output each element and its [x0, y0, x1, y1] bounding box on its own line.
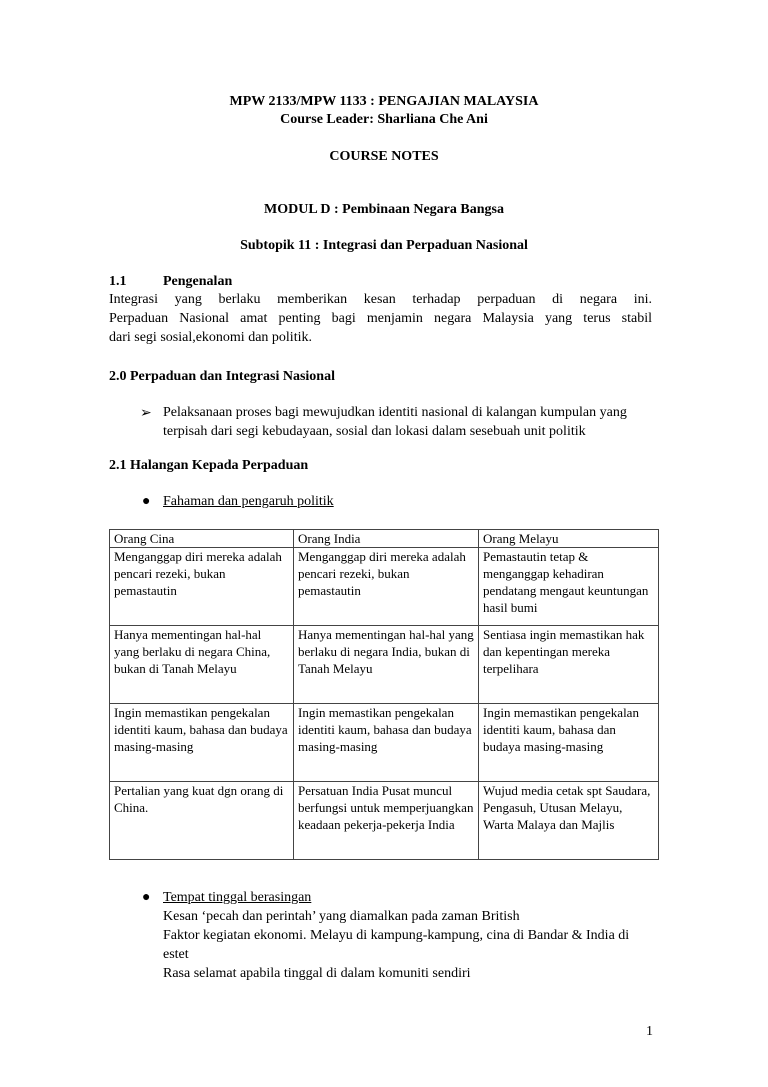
- modul-heading: MODUL D : Pembinaan Negara Bangsa: [264, 202, 504, 217]
- section-title: Pengenalan: [163, 274, 233, 289]
- bullet-heading: Tempat tinggal berasingan: [163, 890, 312, 905]
- comparison-table: [109, 529, 659, 860]
- bullet-line: Faktor kegiatan ekonomi. Melayu di kampung-kampung, cina di Bandar & India di: [163, 928, 630, 943]
- table-cell: Hanya mementingan hal-hal yang berlaku di negara China, bukan di Tanah Melayu: [110, 626, 294, 704]
- arrow-bullet-icon: ➢: [140, 406, 152, 421]
- subtopik-heading: Subtopik 11 : Integrasi dan Perpaduan Nasional: [240, 238, 528, 253]
- table-cell: Menganggap diri mereka adalah pencari rezeki, bukan pemastautin: [110, 548, 294, 626]
- course-notes-heading: COURSE NOTES: [329, 149, 439, 164]
- table-cell: Sentiasa ingin memastikan hak dan kepentingan mereka terpelihara: [479, 626, 659, 704]
- table-header: Orang Cina: [110, 530, 294, 548]
- table-row: [110, 626, 659, 704]
- table-cell: Persatuan India Pusat muncul berfungsi untuk memperjuangkan keadaan pekerja-pekerja India: [294, 782, 479, 860]
- body-line: Perpaduan Nasional amat penting bagi menjamin negara Malaysia yang terus stabil: [109, 311, 652, 326]
- bullet-line: Rasa selamat apabila tinggal di dalam komuniti sendiri: [163, 966, 471, 981]
- course-title: MPW 2133/MPW 1133 : PENGAJIAN MALAYSIA: [229, 94, 539, 109]
- body-line: dari segi sosial,ekonomi dan politik.: [109, 330, 312, 345]
- table-cell: Menganggap diri mereka adalah pencari rezeki, bukan pemastautin: [294, 548, 479, 626]
- bullet-icon: ●: [142, 890, 151, 905]
- section-heading: 2.0 Perpaduan dan Integrasi Nasional: [109, 369, 335, 384]
- bullet-line: Pelaksanaan proses bagi mewujudkan identiti nasional di kalangan kumpulan yang: [163, 405, 627, 420]
- table-cell: Wujud media cetak spt Saudara, Pengasuh, Utusan Melayu, Warta Malaya dan Majlis: [479, 782, 659, 860]
- course-leader: Course Leader: Sharliana Che Ani: [280, 112, 488, 127]
- table-row: [110, 548, 659, 626]
- body-line: Integrasi yang berlaku memberikan kesan terhadap perpaduan di negara ini.: [109, 292, 652, 307]
- bullet-line: terpisah dari segi kebudayaan, sosial dan lokasi dalam sesebuah unit politik: [163, 424, 586, 439]
- table-header: Orang Melayu: [479, 530, 659, 548]
- table-cell: Pemastautin tetap & menganggap kehadiran pendatang mengaut keuntungan hasil bumi: [479, 548, 659, 626]
- table-header: Orang India: [294, 530, 479, 548]
- table-row: [110, 704, 659, 782]
- table-row: [110, 782, 659, 860]
- bullet-heading: Fahaman dan pengaruh politik: [163, 494, 334, 509]
- table-cell: Pertalian yang kuat dgn orang di China.: [110, 782, 294, 860]
- table-cell: Ingin memastikan pengekalan identiti kaum, bahasa dan budaya masing-masing: [110, 704, 294, 782]
- table-cell: Hanya mementingan hal-hal yang berlaku di negara India, bukan di Tanah Melayu: [294, 626, 479, 704]
- table-cell: Ingin memastikan pengekalan identiti kaum, bahasa dan budaya masing-masing: [294, 704, 479, 782]
- bullet-line: estet: [163, 947, 189, 962]
- bullet-icon: ●: [142, 494, 151, 509]
- page-number: 1: [646, 1024, 653, 1039]
- table-cell: Ingin memastikan pengekalan identiti kaum, bahasa dan budaya masing-masing: [479, 704, 659, 782]
- section-number: 1.1: [109, 274, 127, 289]
- bullet-line: Kesan ‘pecah dan perintah’ yang diamalkan pada zaman British: [163, 909, 520, 924]
- section-heading: 2.1 Halangan Kepada Perpaduan: [109, 458, 309, 473]
